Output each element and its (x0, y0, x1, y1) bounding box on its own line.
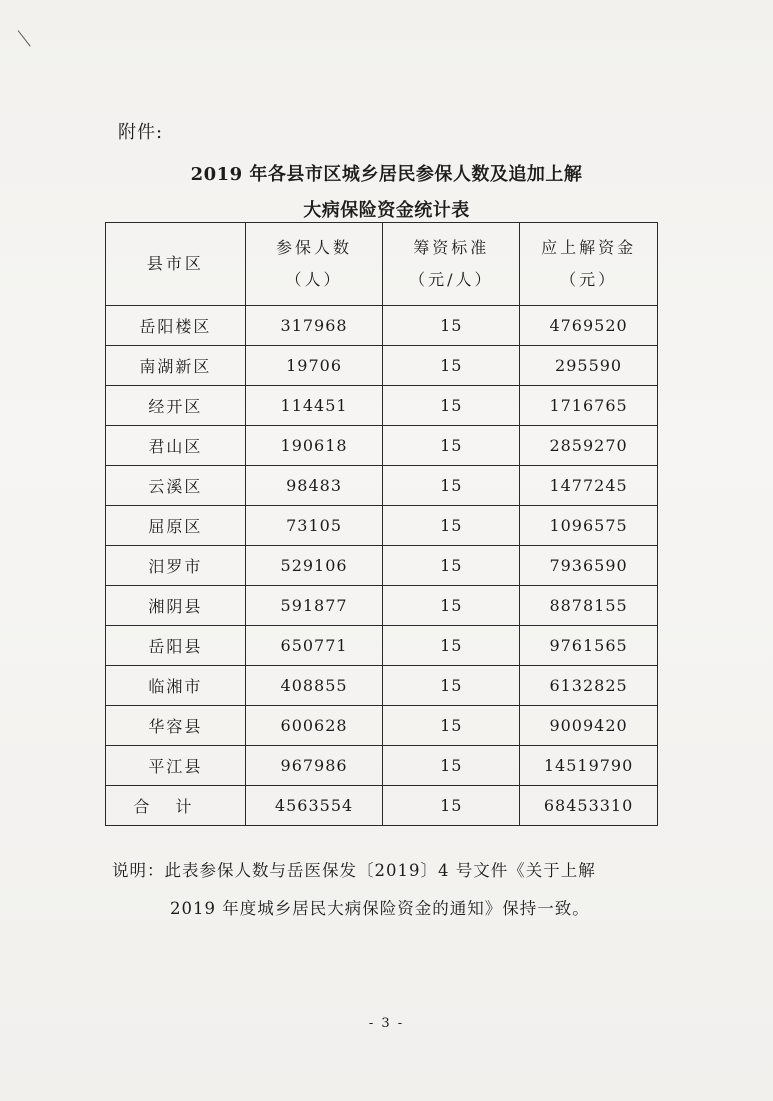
document-title-line1: 2019 年各县市区城乡居民参保人数及追加上解 (190, 164, 583, 185)
cell-funds: 1477245 (520, 466, 658, 506)
cell-funds: 2859270 (520, 426, 658, 466)
cell-total-insured: 4563554 (245, 786, 383, 826)
cell-funds: 1716765 (520, 386, 658, 426)
cell-standard: 15 (383, 546, 520, 586)
cell-standard: 15 (383, 426, 520, 466)
table-row (106, 306, 658, 346)
cell-insured: 19706 (245, 346, 383, 386)
scan-mark (18, 30, 31, 46)
statistics-table (105, 222, 658, 826)
cell-standard: 15 (383, 466, 520, 506)
note-line1: 说明：此表参保人数与岳医保发〔2019〕4 号文件《关于上解 (112, 861, 596, 880)
cell-insured: 73105 (245, 506, 383, 546)
cell-standard: 15 (383, 666, 520, 706)
cell-district: 经开区 (106, 386, 246, 426)
table-row (106, 386, 658, 426)
cell-insured: 114451 (245, 386, 383, 426)
cell-funds: 9761565 (520, 626, 658, 666)
table-row (106, 346, 658, 386)
table-row (106, 746, 658, 786)
document-title-line2: 大病保险资金统计表 (303, 200, 470, 221)
table-row (106, 706, 658, 746)
table-row (106, 626, 658, 666)
cell-district: 云溪区 (106, 466, 246, 506)
cell-district: 君山区 (106, 426, 246, 466)
cell-funds: 6132825 (520, 666, 658, 706)
cell-total-funds: 68453310 (520, 786, 658, 826)
cell-total-label: 合计 (106, 786, 246, 826)
note-line2: 2019 年度城乡居民大病保险资金的通知》保持一致。 (170, 899, 590, 918)
cell-standard: 15 (383, 506, 520, 546)
cell-insured: 408855 (245, 666, 383, 706)
header-standard: 筹资标准 （元/人） (383, 223, 520, 306)
cell-insured: 317968 (245, 306, 383, 346)
cell-standard: 15 (383, 706, 520, 746)
cell-insured: 650771 (245, 626, 383, 666)
header-district: 县市区 (106, 223, 246, 306)
cell-district: 湘阴县 (106, 586, 246, 626)
cell-district: 南湖新区 (106, 346, 246, 386)
table-row (106, 426, 658, 466)
table-row (106, 546, 658, 586)
cell-district: 平江县 (106, 746, 246, 786)
header-insured: 参保人数 （人） (245, 223, 383, 306)
cell-funds: 295590 (520, 346, 658, 386)
cell-funds: 1096575 (520, 506, 658, 546)
cell-funds: 9009420 (520, 706, 658, 746)
cell-insured: 98483 (245, 466, 383, 506)
attachment-label: 附件: (118, 122, 164, 143)
cell-standard: 15 (383, 626, 520, 666)
cell-district: 汨罗市 (106, 546, 246, 586)
cell-insured: 600628 (245, 706, 383, 746)
table-row (106, 586, 658, 626)
cell-insured: 967986 (245, 746, 383, 786)
table-row (106, 506, 658, 546)
cell-funds: 7936590 (520, 546, 658, 586)
explanatory-note (112, 852, 672, 928)
header-funds: 应上解资金 （元） (520, 223, 658, 306)
cell-standard: 15 (383, 586, 520, 626)
cell-funds: 4769520 (520, 306, 658, 346)
cell-standard: 15 (383, 346, 520, 386)
cell-district: 岳阳县 (106, 626, 246, 666)
cell-district: 临湘市 (106, 666, 246, 706)
cell-standard: 15 (383, 386, 520, 426)
page-number: - 3 - (368, 1016, 405, 1031)
table-row (106, 666, 658, 706)
table-header-row (106, 223, 658, 306)
cell-standard: 15 (383, 746, 520, 786)
cell-district: 屈原区 (106, 506, 246, 546)
cell-district: 华容县 (106, 706, 246, 746)
cell-district: 岳阳楼区 (106, 306, 246, 346)
cell-standard: 15 (383, 306, 520, 346)
table-row (106, 466, 658, 506)
cell-funds: 14519790 (520, 746, 658, 786)
cell-insured: 591877 (245, 586, 383, 626)
table-total-row (106, 786, 658, 826)
cell-funds: 8878155 (520, 586, 658, 626)
cell-insured: 190618 (245, 426, 383, 466)
cell-insured: 529106 (245, 546, 383, 586)
cell-total-standard: 15 (383, 786, 520, 826)
